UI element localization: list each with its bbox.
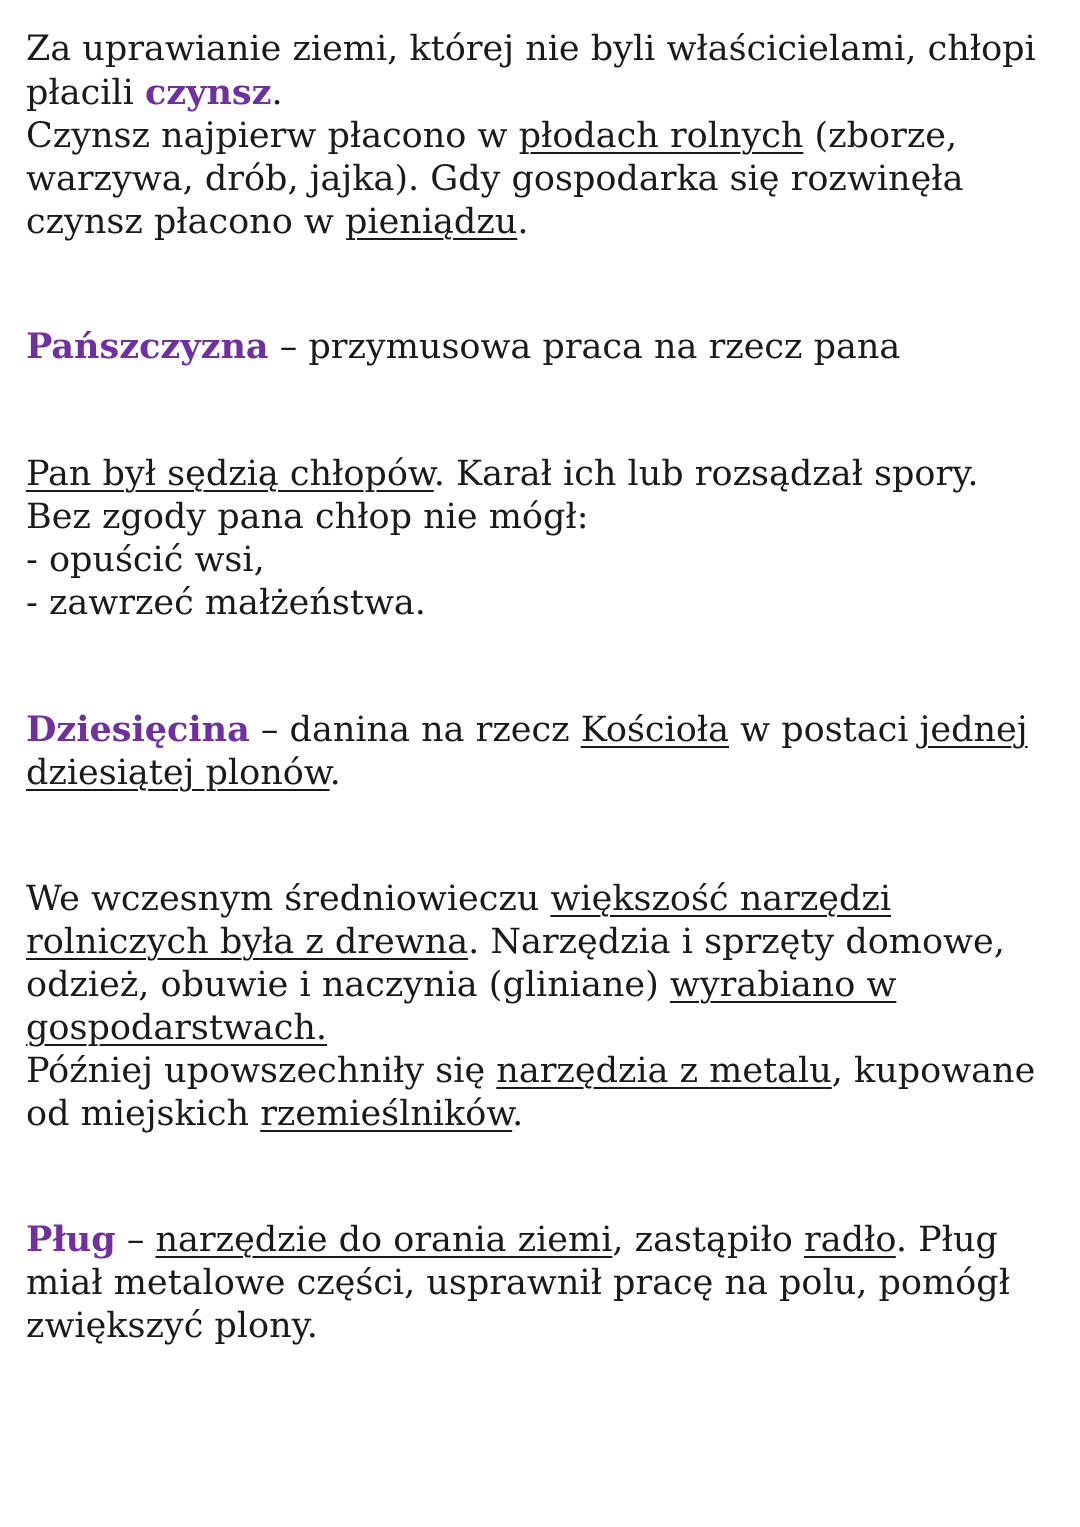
narzedzia-line-5-text: Później upowszechniły się: [26, 1051, 497, 1091]
dziesiecina-line-2: [26, 752, 1066, 795]
dziesiecina-line-1: [26, 708, 1066, 752]
narzedzia-line-6: [26, 1093, 1066, 1136]
panszczyzna-definition: – przymusowa praca na rzecz pana: [268, 327, 901, 367]
pan-line-1-end: . Karał ich lub rozsądzał spory.: [433, 454, 979, 494]
pan-line-1: [26, 453, 1066, 496]
czynsz-line-2-end: .: [271, 73, 283, 113]
term-plug: Pług: [26, 1219, 116, 1260]
dziesiecina-line-1-text-2: w postaci: [729, 710, 920, 750]
narzedzia-line-3-text: odzież, obuwie i naczynia (gliniane): [26, 965, 670, 1005]
plug-line-3: zwiększyć plony.: [26, 1306, 318, 1346]
underlined-kosciol: Kościoła: [580, 710, 730, 750]
underlined-narzedzia-metal: narzędzia z metalu: [496, 1051, 832, 1091]
dziesiecina-line-2-end: .: [329, 753, 341, 793]
czynsz-line-4: warzywa, drób, jajka). Gdy gospodarka się rozwinęła: [26, 159, 964, 199]
pan-list-item-2: - zawrzeć małżeństwa.: [26, 583, 426, 623]
narzedzia-line-6-end: .: [512, 1094, 524, 1134]
underlined-rolniczych-drewno: rolniczych była z drewna: [26, 922, 469, 962]
paragraph-pan-sedzia: [26, 453, 1066, 625]
narzedzia-line-1-text: We wczesnym średniowieczu: [26, 879, 551, 919]
underlined-rzemieslnicy: rzemieślników: [260, 1094, 513, 1134]
underlined-pieniadz: pieniądzu: [345, 202, 518, 242]
underlined-wiekszosc-narzedzi: większość narzędzi: [550, 879, 892, 919]
pan-list-item-1: - opuścić wsi,: [26, 540, 265, 580]
czynsz-line-3: [26, 115, 1066, 158]
term-dziesiecina: Dziesięcina: [26, 709, 250, 750]
underlined-plody-rolne: płodach rolnych: [518, 116, 804, 156]
narzedzia-line-1: [26, 878, 1066, 921]
narzedzia-line-3: [26, 964, 1066, 1007]
term-panszczyzna: Pańszczyzna: [26, 326, 269, 367]
narzedzia-line-5-end: , kupowane: [831, 1051, 1036, 1091]
underlined-radlo: radło: [804, 1220, 896, 1260]
underlined-jednej: jednej: [919, 710, 1028, 750]
czynsz-line-1: Za uprawianie ziemi, której nie byli właścicielami, chłopi: [26, 29, 1036, 69]
underlined-wyrabiano: wyrabiano w: [669, 965, 897, 1005]
plug-line-1: [26, 1218, 1066, 1262]
paragraph-narzedzia: [26, 878, 1066, 1136]
czynsz-line-5-text: czynsz płacono w: [26, 202, 345, 242]
plug-line-1-text: , zastąpiło: [612, 1220, 804, 1260]
czynsz-line-2-text: płacili: [26, 73, 145, 113]
underlined-dziesiatej-plonow: dziesiątej plonów: [26, 753, 330, 793]
narzedzia-line-2-end: . Narzędzia i sprzęty domowe,: [468, 922, 1005, 962]
underlined-narzedzie-orania: narzędzie do orania ziemi: [155, 1220, 613, 1260]
czynsz-line-2: [26, 71, 1066, 115]
underlined-pan-sedzia: Pan był sędzią chłopów: [26, 454, 434, 494]
czynsz-line-5-end: .: [517, 202, 529, 242]
narzedzia-line-2: [26, 921, 1066, 964]
narzedzia-line-4: [26, 1007, 1066, 1050]
czynsz-line-3-end: (zborze,: [803, 116, 958, 156]
narzedzia-line-6-text: od miejskich: [26, 1094, 261, 1134]
underlined-gospodarstwa: gospodarstwach.: [26, 1008, 328, 1048]
czynsz-line-5: [26, 201, 1066, 244]
panszczyzna-line: [26, 325, 1066, 369]
paragraph-plug: [26, 1218, 1066, 1348]
czynsz-line-3-text: Czynsz najpierw płacono w: [26, 116, 519, 156]
pan-line-2: Bez zgody pana chłop nie mógł:: [26, 497, 589, 537]
paragraph-dziesiecina: [26, 708, 1066, 795]
plug-line-1-dash: –: [115, 1220, 156, 1260]
paragraph-panszczyzna: [26, 325, 1066, 369]
dziesiecina-line-1-text: – danina na rzecz: [249, 710, 581, 750]
plug-line-2: miał metalowe części, usprawnił pracę na polu, pomógł: [26, 1263, 1010, 1303]
plug-line-1-end: . Pług: [895, 1220, 998, 1260]
term-czynsz: czynsz: [144, 72, 272, 113]
narzedzia-line-5: [26, 1050, 1066, 1093]
paragraph-czynsz: [26, 28, 1066, 244]
